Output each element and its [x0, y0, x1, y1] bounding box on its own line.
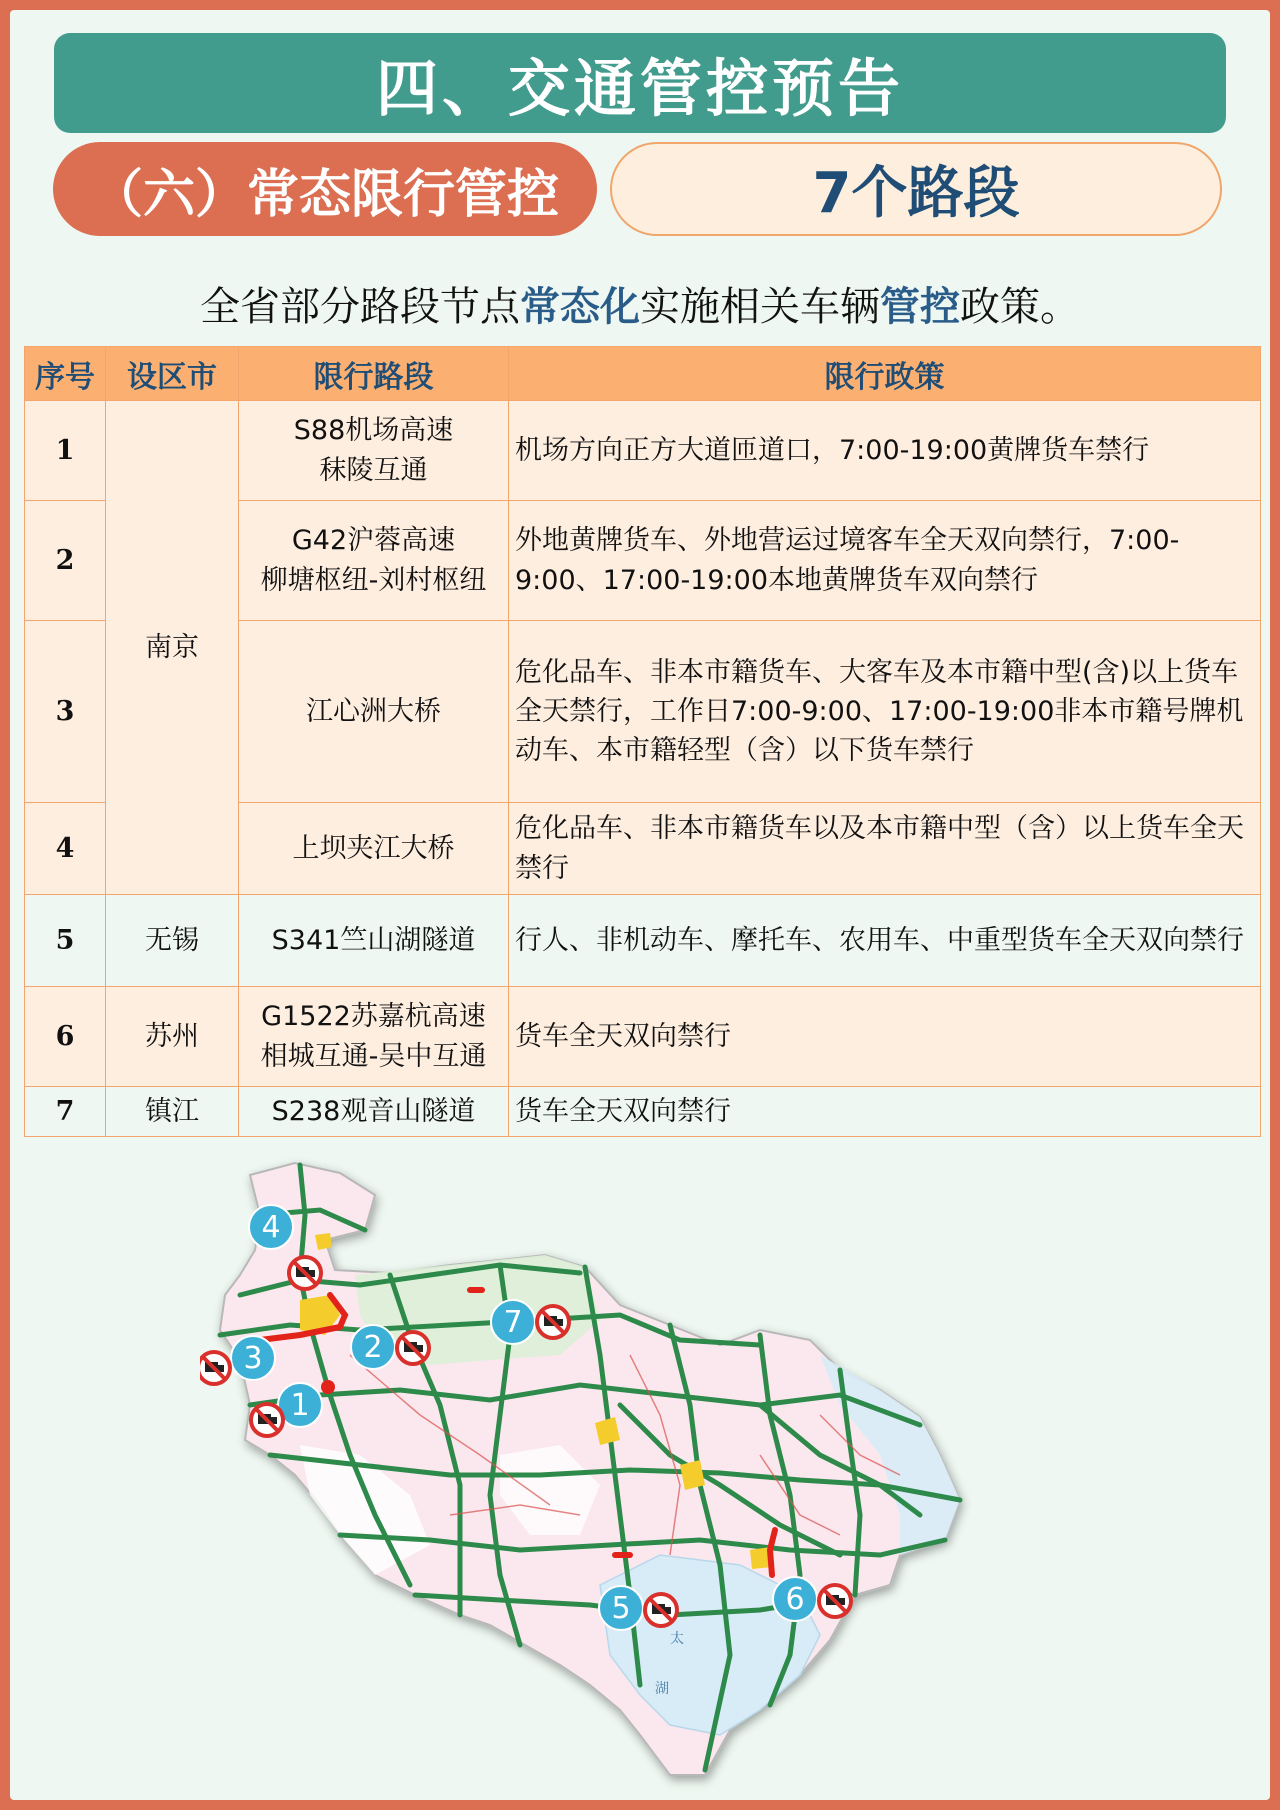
road-line: 江心洲大桥	[306, 695, 441, 727]
table-row	[25, 895, 1261, 987]
intro-highlight-1: 常态化	[520, 284, 640, 330]
row-city: 无锡	[106, 895, 239, 987]
marker-3[interactable]	[231, 1336, 275, 1380]
road-line: G1522苏嘉杭高速	[261, 1001, 486, 1033]
svg-text:1: 1	[290, 1388, 310, 1423]
row-road	[239, 501, 509, 621]
table-header-row	[25, 347, 1261, 401]
row-road	[239, 401, 509, 501]
no-truck-icon	[397, 1332, 429, 1364]
road-line: S238观音山隧道	[271, 1095, 476, 1127]
road-line: G42沪蓉高速	[291, 525, 456, 557]
svg-text:2: 2	[363, 1330, 383, 1365]
row-policy: 货车全天双向禁行	[509, 987, 1261, 1087]
road-line: S341竺山湖隧道	[271, 924, 476, 956]
row-city: 南京	[106, 401, 239, 895]
marker-7[interactable]	[491, 1300, 535, 1344]
col-header-no: 序号	[25, 347, 106, 401]
intro-post: 政策。	[960, 284, 1080, 330]
road-line: S88机场高速	[293, 415, 454, 447]
row-road	[239, 1087, 509, 1137]
lake-label: 太	[670, 1631, 684, 1647]
no-truck-icon	[537, 1306, 569, 1338]
page-frame	[10, 10, 1270, 1800]
no-truck-icon	[289, 1257, 321, 1289]
row-city: 镇江	[106, 1087, 239, 1137]
svg-text:4: 4	[261, 1210, 281, 1245]
row-policy: 危化品车、非本市籍货车以及本市籍中型（含）以上货车全天禁行	[509, 803, 1261, 895]
col-header-policy: 限行政策	[509, 347, 1261, 401]
row-road	[239, 895, 509, 987]
road-line: 相城互通-吴中互通	[260, 1040, 487, 1072]
svg-text:5: 5	[611, 1591, 631, 1626]
no-truck-icon	[200, 1352, 230, 1384]
table-row	[25, 401, 1261, 501]
section-title: （六）常态限行管控	[53, 142, 597, 236]
intro-text	[10, 275, 1270, 332]
road-count: 7个路段	[610, 142, 1222, 236]
intro-highlight-2: 管控	[880, 284, 960, 330]
intro-mid: 实施相关车辆	[640, 284, 880, 330]
road-line: 上坝夹江大桥	[292, 832, 455, 864]
page-title: 四、交通管控预告	[54, 33, 1226, 133]
row-city: 苏州	[106, 987, 239, 1087]
lake-label: 湖	[655, 1681, 669, 1697]
row-no: 3	[25, 621, 106, 803]
marker-5[interactable]	[599, 1586, 643, 1630]
table-row	[25, 987, 1261, 1087]
restricted-point	[321, 1380, 335, 1394]
row-no: 4	[25, 803, 106, 895]
road-line: 柳塘枢纽-刘村枢纽	[260, 564, 487, 596]
no-truck-icon	[251, 1404, 283, 1436]
row-policy: 外地黄牌货车、外地营运过境客车全天双向禁行，7:00-9:00、17:00-19:00本地黄牌货车双向禁行	[509, 501, 1261, 621]
row-no: 2	[25, 501, 106, 621]
restriction-table	[24, 346, 1261, 1137]
row-policy: 货车全天双向禁行	[509, 1087, 1261, 1137]
svg-text:6: 6	[785, 1582, 805, 1617]
road-line: 秣陵互通	[319, 454, 428, 486]
marker-6[interactable]	[773, 1577, 817, 1621]
row-policy: 行人、非机动车、摩托车、农用车、中重型货车全天双向禁行	[509, 895, 1261, 987]
row-no: 7	[25, 1087, 106, 1137]
region-map-svg	[200, 1155, 1100, 1795]
row-road	[239, 987, 509, 1087]
row-road	[239, 621, 509, 803]
row-no: 5	[25, 895, 106, 987]
row-road	[239, 803, 509, 895]
row-policy: 危化品车、非本市籍货车、大客车及本市籍中型(含)以上货车全天禁行，工作日7:00-9:00、17:00-19:00非本市籍号牌机动车、本市籍轻型（含）以下货车禁行	[509, 621, 1261, 803]
no-truck-icon	[819, 1585, 851, 1617]
svg-text:7: 7	[503, 1305, 523, 1340]
row-no: 6	[25, 987, 106, 1087]
table-row	[25, 1087, 1261, 1137]
row-policy: 机场方向正方大道匝道口，7:00-19:00黄牌货车禁行	[509, 401, 1261, 501]
col-header-road: 限行路段	[239, 347, 509, 401]
marker-2[interactable]	[351, 1325, 395, 1369]
no-truck-icon	[645, 1594, 677, 1626]
marker-4[interactable]	[249, 1205, 293, 1249]
svg-text:3: 3	[243, 1341, 263, 1376]
intro-pre: 全省部分路段节点	[200, 284, 520, 330]
row-no: 1	[25, 401, 106, 501]
col-header-city: 设区市	[106, 347, 239, 401]
region-map	[200, 1155, 1100, 1795]
